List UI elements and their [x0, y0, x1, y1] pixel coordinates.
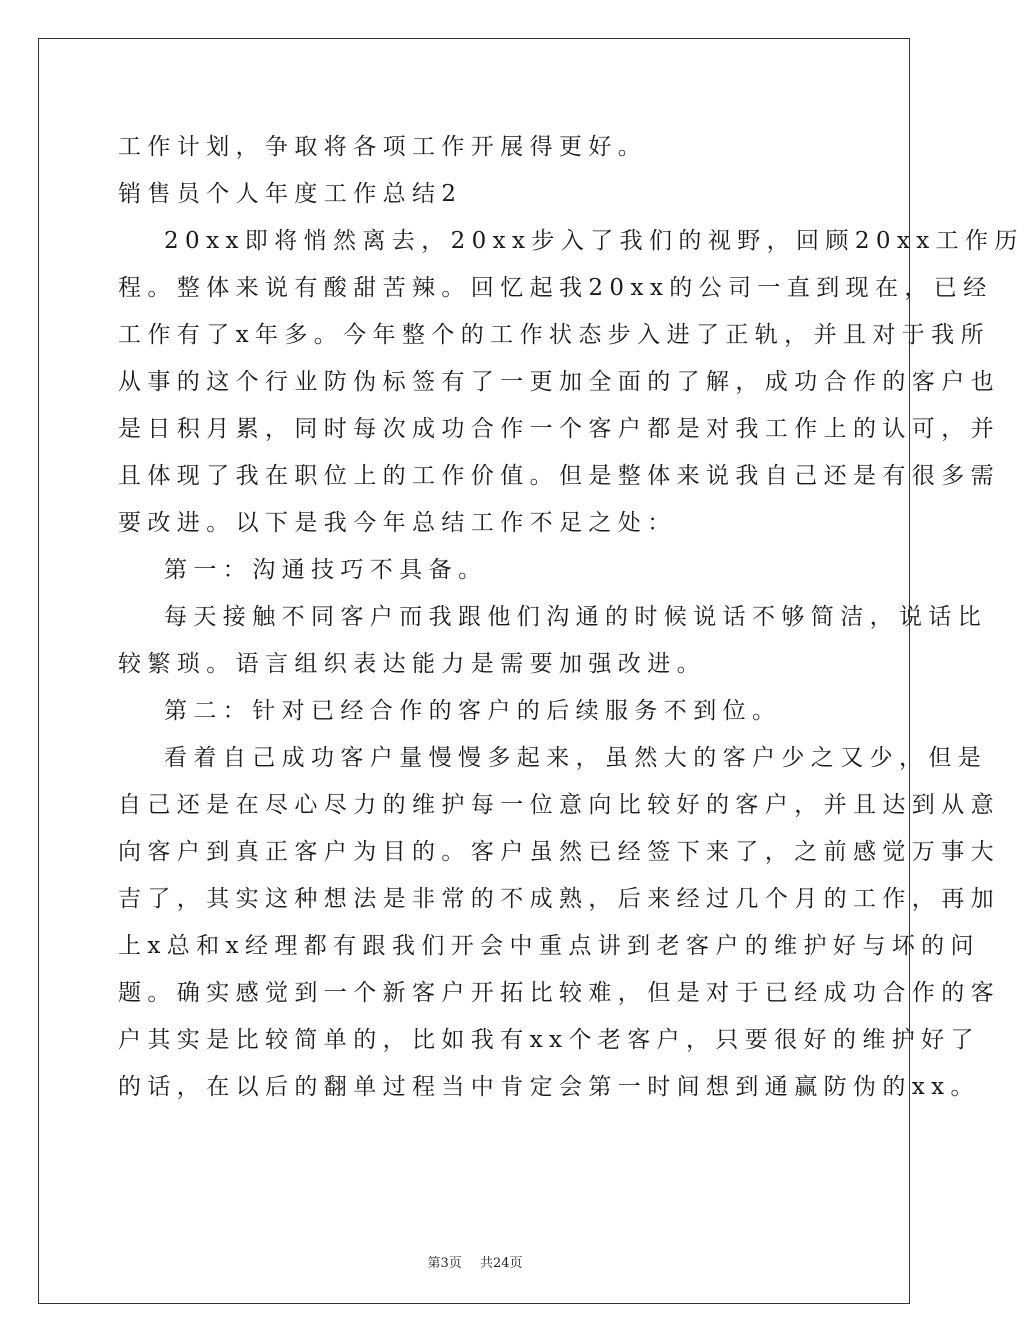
paragraph-first-line: 每天接触不同客户而我跟他们沟通的时候说话不够简洁，说话比	[164, 604, 988, 630]
body-line: 且体现了我在职位上的工作价值。但是整体来说我自己还是有很多需	[118, 463, 1000, 489]
page-total: 共24页	[479, 1256, 523, 1271]
body-line: 题。确实感觉到一个新客户开拓比较难，但是对于已经成功合作的客	[118, 980, 1000, 1006]
body-line: 要改进。以下是我今年总结工作不足之处：	[118, 510, 677, 536]
paragraph-first-line: 20xx即将悄然离去，20xx步入了我们的视野，回顾20xx工作历	[164, 228, 1024, 254]
body-line: 吉了，其实这种想法是非常的不成熟，后来经过几个月的工作，再加	[118, 886, 1000, 912]
body-line: 向客户到真正客户为目的。客户虽然已经签下来了，之前感觉万事大	[118, 839, 1000, 865]
body-line: 从事的这个行业防伪标签有了一更加全面的了解，成功合作的客户也	[118, 369, 1000, 395]
body-line: 户其实是比较简单的，比如我有xx个老客户，只要很好的维护好了	[118, 1027, 980, 1053]
point-heading: 第一：沟通技巧不具备。	[164, 557, 488, 583]
body-line: 工作计划，争取将各项工作开展得更好。	[118, 134, 648, 160]
body-line: 是日积月累，同时每次成功合作一个客户都是对我工作上的认可，并	[118, 416, 1000, 442]
body-line: 自己还是在尽心尽力的维护每一位意向比较好的客户，并且达到从意	[118, 792, 1000, 818]
section-heading: 销售员个人年度工作总结2	[118, 181, 463, 207]
paragraph-first-line: 看着自己成功客户量慢慢多起来，虽然大的客户少之又少，但是	[164, 745, 988, 771]
body-line: 程。整体来说有酸甜苦辣。回忆起我20xx的公司一直到现在，已经	[118, 275, 993, 301]
document-body	[118, 124, 1024, 1111]
page-number: 第3页	[427, 1256, 462, 1271]
page-footer	[0, 1252, 950, 1271]
point-heading: 第二：针对已经合作的客户的后续服务不到位。	[164, 698, 782, 724]
body-line: 较繁琐。语言组织表达能力是需要加强改进。	[118, 651, 706, 677]
body-line: 的话，在以后的翻单过程当中肯定会第一时间想到通赢防伪的xx。	[118, 1074, 980, 1100]
body-line: 上x总和x经理都有跟我们开会中重点讲到老客户的维护好与坏的问	[118, 933, 980, 959]
body-line: 工作有了x年多。今年整个的工作状态步入进了正轨，并且对于我所	[118, 322, 990, 348]
